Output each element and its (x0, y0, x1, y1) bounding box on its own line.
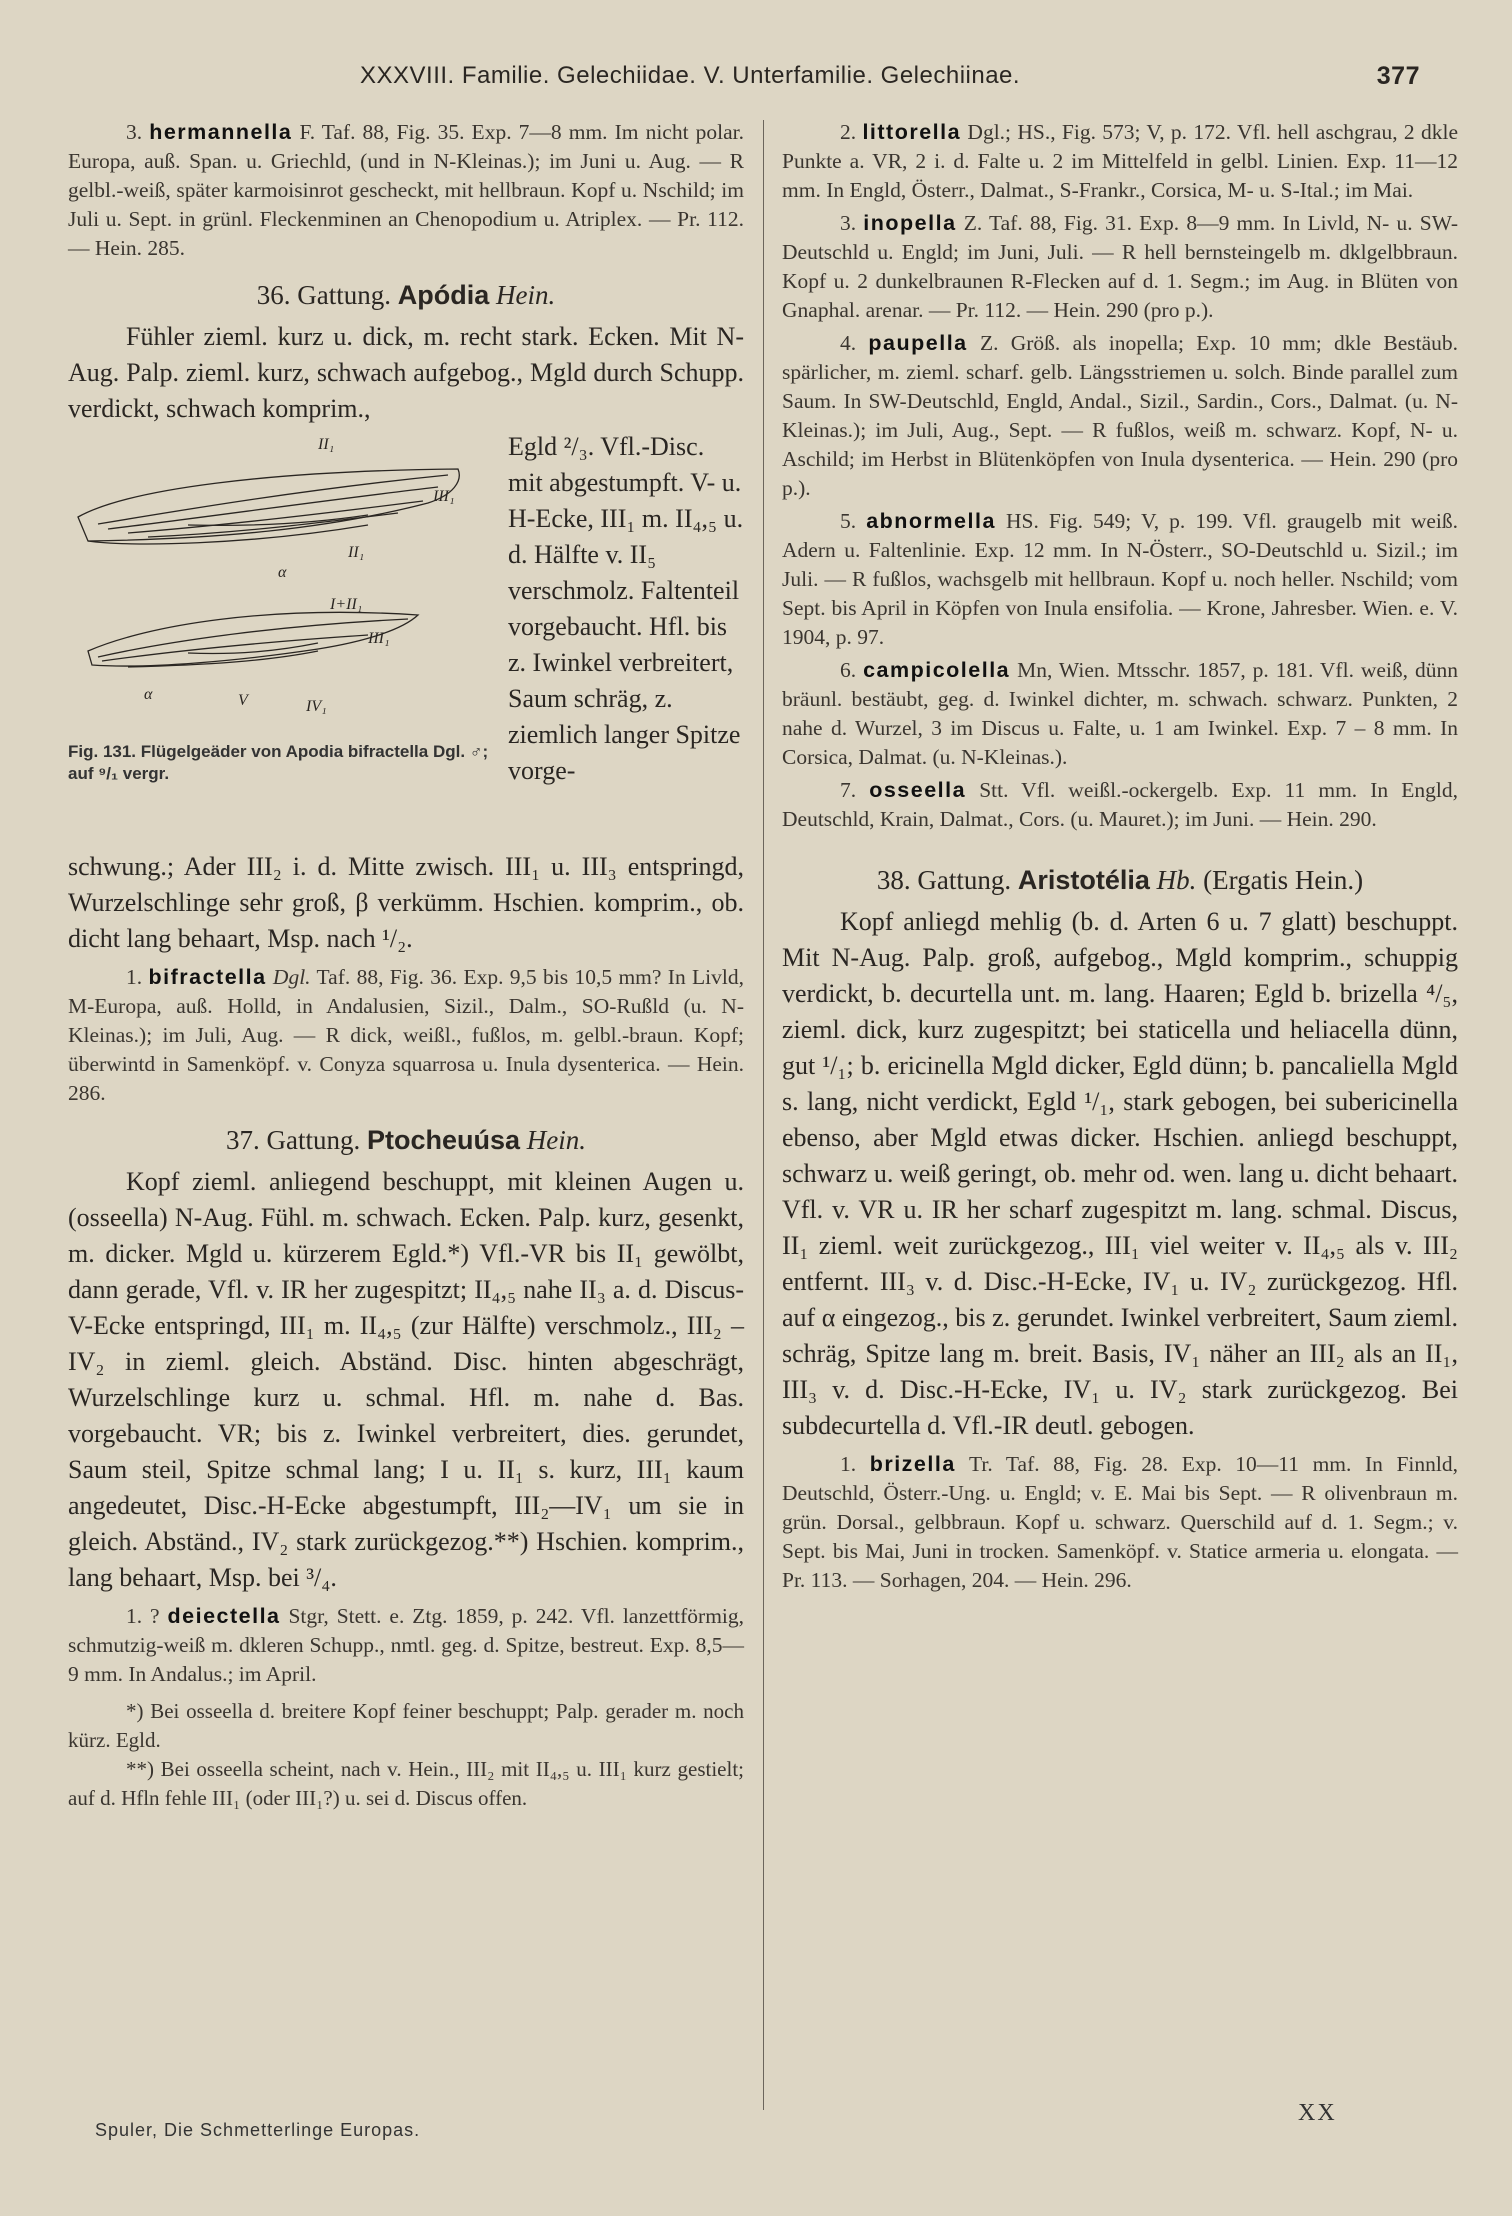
entry-brizella: 1. brizella Tr. Taf. 88, Fig. 28. Exp. 10—11 mm. In Finnld, Deutschld, Österr.-Ung. u. Engld; v. E. Mai bis Sept. — R olivenbraun m. grün. Dorsal., gelbbraun. Kopf u. schwarz. Querschild auf d. 1. Segm.; v. Sept. bis Mai, Juni in trocken. Samenköpf. v. Statice armeria u. elongata. — Pr. 113. — Sorhagen, 204. — Hein. 296. (782, 1452, 1458, 1592)
species-name: abnormella (866, 509, 996, 533)
genus-36-continued: schwung.; Ader III₂ i. d. Mitte zwisch. III₁ u. III₃ entspringd, Wurzelschlinge sehr groß, β verkümm. Hschien. komprim., ob. dicht lang behaart, Msp. nach ¹/₂. (68, 852, 744, 953)
genus-heading-36: 36. Gattung. Apódia Hein. (256, 280, 556, 310)
vein-label: V (238, 692, 248, 709)
species-name: deiectella (167, 1604, 281, 1628)
column-rule (763, 120, 764, 2110)
page-number: 377 (1376, 62, 1420, 90)
wing-venation-diagram (68, 429, 508, 739)
genus-name: Aristotélia (1017, 865, 1150, 895)
entry-abnormella: 5. abnormella HS. Fig. 549; V, p. 199. Vfl. graugelb mit weiß. Adern u. Faltenlinie. Exp. 12 mm. In N-Österr., SO-Deutschld u. Sizil.; im Juli. — R fußlos, wachsgelb mit hellbraun. Kopf u. noch heller. Nschild; vom Sept. bis April in Köpfen von Inula ensifolia. — Krone, Jahresber. Wien. e. V. 1904, p. 97. (782, 509, 1458, 649)
species-name: inopella (863, 211, 957, 235)
vein-label: IV₁ (306, 698, 327, 715)
species-name: brizella (869, 1452, 956, 1476)
vein-label: I+II₁ (330, 596, 363, 613)
vein-label: III₁ (433, 488, 455, 505)
entry-deiectella: 1. ? deiectella Stgr, Stett. e. Ztg. 1859, p. 242. Vfl. lanzettförmig, schmutzig-weiß m. dkleren Schupp., nmtl. geg. d. Spitze, bestreut. Exp. 8,5—9 mm. In Andalus.; im April. (68, 1604, 745, 1686)
entry-osseella: 7. osseella Stt. Vfl. weißl.-ockergelb. Exp. 11 mm. In Engld, Deutschld, Krain, Dalmat., Cors. (u. Mauret.); im Juni. — Hein. 290. (782, 778, 1458, 831)
species-name: osseella (869, 778, 967, 802)
genus-heading-37: 37. Gattung. Ptocheuúsa Hein. (225, 1125, 587, 1155)
species-name: paupella (868, 331, 968, 355)
vein-label: III₁ (368, 630, 390, 647)
vein-label: α (278, 564, 287, 581)
species-name: bifractella (148, 965, 267, 989)
species-name: campicolella (863, 658, 1011, 682)
footnote-2: **) Bei osseella scheint, nach v. Hein., III₂ mit II₄,₅ u. III₁ kurz gestielt; auf d. Hfln fehle III₁ (oder III₁?) u. sei d. Discus offen. (68, 1757, 744, 1810)
publisher-footer: Spuler, Die Schmetterlinge Europas. (95, 2120, 421, 2140)
left-column (68, 118, 744, 1813)
vein-label: II₁ (318, 436, 335, 453)
genus-heading-38: 38. Gattung. Aristotélia Hb. (Ergatis Hein.) (876, 865, 1364, 895)
genus-36-description: Fühler zieml. kurz u. dick, m. recht stark. Ecken. Mit N-Aug. Palp. zieml. kurz, schwach aufgebog., Mgld durch Schupp. verdickt, schwach komprim., (68, 322, 744, 423)
genus-38-description: Kopf anliegd mehlig (b. d. Arten 6 u. 7 glatt) beschuppt. Mit N-Aug. Palp. groß, aufgebog., Mgld komprim., schuppig verdickt, b. decurtella unt. m. lang. Haaren; Egld b. brizella ⁴/₅, zieml. dick, kurz zugespitzt; bei staticella und heliacella dünn, gut ¹/₁; b. ericinella Mgld dicker, Egld dünn; b. pancaliella Mgld s. lang, nicht verdickt, Egld ¹/₁, stark gebogen, bei subericinella ebenso, aber Mgld etwas dicker. Hschien. anliegd beschuppt, schwarz u. weiß geringt, ob. mehr od. wen. lang u. dicht behaart. Vfl. v. VR u. IR her scharf zugespitzt m. lang. schmal. Discus, II₁ zieml. weit zurückgezog., III₁ viel weiter v. II₄,₅ als v. III₂ entfernt. III₃ v. d. Disc.-H-Ecke, IV₁ u. IV₂ zurückgezog. Hfl. auf α eingezog., bis z. gerundet. Iwinkel verbreitert, Saum zieml. schräg, Spitze lang m. breit. Basis, IV₁ näher an III₂ als an II₁, III₃ v. d. Disc.-H-Ecke, IV₁ u. IV₂ stark zurückgezog. Bei subdecurtella d. Vfl.-IR deutl. gebogen. (782, 907, 1458, 1440)
species-name: littorella (862, 120, 962, 144)
figure-131 (68, 429, 744, 849)
genus-name: Ptocheuúsa (366, 1125, 521, 1155)
entry-paupella: 4. paupella Z. Größ. als inopella; Exp. 10 mm; dkle Bestäub. spärlicher, m. zieml. scharf. gelb. Längsstriemen u. solch. Binde parallel zum Saum. In SW-Deutschld, Engld, Andal., Sizil., Sardin., Cors., Dalmat. (u. N-Kleinas.); im Juli, Aug., Sept. — R fußlos, weiß m. schwarz. Kopf, N- u. Aschild; im Herbst in Blütenköpfen von Inula dysenterica. — Hein. 290 (pro p.). (782, 331, 1459, 500)
vein-label: II₁ (348, 544, 365, 561)
right-column (782, 118, 1458, 1595)
genus-name: Apódia (397, 280, 490, 310)
entry-bifractella: 1. bifractella Dgl. Taf. 88, Fig. 36. Exp. 9,5 bis 10,5 mm? In Livld, M-Europa, auß. Holld, in Andalusien, Sizil., Dalm., SO-Rußld (u. N-Kleinas.); im Juli, Aug. — R dick, weißl., fußlos, m. gelbl.-braun. Kopf; überwintd in Samenköpf. v. Conyza squarrosa u. Inula dysenterica. — Hein. 286. (68, 965, 745, 1105)
footnote-1: *) Bei osseella d. breitere Kopf feiner beschuppt; Palp. gerader m. noch kürz. Egld. (68, 1699, 744, 1752)
entry-hermannella: 3. hermannella F. Taf. 88, Fig. 35. Exp. 7—8 mm. Im nicht polar. Europa, auß. Span. u. Griechld, (und in N-Kleinas.); im Juni u. Aug. — R gelbl.-weiß, später karmoisinrot gescheckt, mit hellbraun. Kopf u. Nschild; im Juli u. Sept. in grünl. Fleckenminen an Chenopodium u. Atriplex. — Pr. 112. — Hein. 285. (68, 120, 744, 260)
vein-label: α (144, 686, 153, 703)
running-title: XXXVIII. Familie. Gelechiidae. V. Unterfamilie. Gelechiinae. (360, 62, 1021, 89)
figure-caption: Fig. 131. Flügelgeäder von Apodia bifractella Dgl. ♂; auf ⁹/₁ vergr. (68, 742, 489, 783)
entry-inopella: 3. inopella Z. Taf. 88, Fig. 31. Exp. 8—9 mm. In Livld, N- u. SW-Deutschld u. Engld; im Juni, Juli. — R hell bernsteingelb m. dklgelbbraun. Kopf u. 2 dunkelbraunen R-Flecken auf d. 1. Segm.; im Aug. in Blüten von Gnaphal. arenar. — Pr. 112. — Hein. 290 (pro p.). (782, 211, 1459, 322)
genus-37-description: Kopf zieml. anliegend beschuppt, mit kleinen Augen u. (osseella) N-Aug. Fühl. m. schwach. Ecken. Palp. kurz, gesenkt, m. dicker. Mgld u. kürzerem Egld.*) Vfl.-VR bis II₁ gewölbt, dann gerade, Vfl. v. IR her zugespitzt; II₄,₅ nahe II₃ a. d. Discus-V-Ecke entspringd, III₁ m. II₄,₅ (zur Hälfte) verschmolz., III₂ – IV₂ in zieml. gleich. Abständ. Disc. hinten abgeschrägt, Wurzelschlinge kurz u. schmal. Hfl. m. nahe d. Bas. vorgebaucht. VR; bis z. Iwinkel verbreitert, dies. gerundet, Saum steil, Spitze schmal lang; I u. II₁ s. kurz, III₁ kaum angedeutet, Disc.-H-Ecke abgestumpft, III₂—IV₁ um sie in gleich. Abständ., IV₂ stark zurückgezog.**) Hschien. komprim., lang behaart, Msp. bei ³/₄. (68, 1167, 744, 1592)
figure-side-text: Egld ²/₃. Vfl.-Disc. mit abgestumpft. V- u. H-Ecke, III₁ m. II₄,₅ u. d. Hälfte v. II₅ verschmolz. Faltenteil vorgebaucht. Hfl. bis z. Iwinkel verbreitert, Saum schräg, z. ziemlich langer Spitze vorge- (508, 432, 744, 785)
entry-campicolella: 6. campicolella Mn, Wien. Mtsschr. 1857, p. 181. Vfl. weiß, dünn bräunl. bestäubt, geg. d. Iwinkel dichter, m. schwach. schwarz. Punkten, 2 nahe d. Wurzel, 3 im Discus u. Falte, u. 1 am Iwinkel. Exp. 7 – 8 mm. In Corsica, Dalmat. (u. N-Kleinas.). (782, 658, 1459, 769)
signature-mark: XX (1298, 2100, 1337, 2126)
entry-littorella: 2. littorella Dgl.; HS., Fig. 573; V, p. 172. Vfl. hell aschgrau, 2 dkle Punkte a. VR, 2 i. d. Falte u. 2 im Mittelfeld in gelbl. Linien. Exp. 11—12 mm. In Engld, Österr., Dalmat., S-Frankr., Corsica, M- u. S-Ital.; im Mai. (782, 120, 1458, 202)
species-name: hermannella (149, 120, 293, 144)
